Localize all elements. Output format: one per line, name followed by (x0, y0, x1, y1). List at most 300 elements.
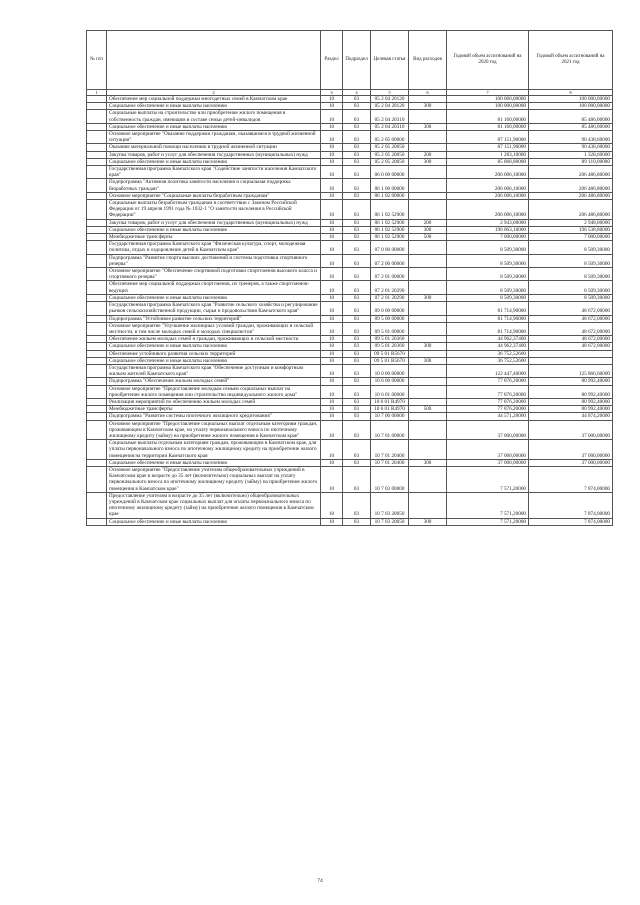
row-target-cell: 06 1 02 52900 (371, 234, 409, 241)
row-subsection-cell: 03 (343, 466, 371, 492)
row-year-2020-cell: 44 571,20000 (447, 413, 529, 420)
row-year-2020-cell: 7 571,20000 (447, 518, 529, 525)
row-kind-cell (409, 492, 447, 518)
row-num-cell (87, 96, 107, 103)
row-year-2020-cell: 81 160,00000 (447, 110, 529, 123)
row-kind-cell (409, 315, 447, 322)
row-subsection-cell: 03 (343, 322, 371, 335)
row-section-cell: 10 (321, 123, 343, 130)
row-year-2020-cell: 81 714,90000 (447, 302, 529, 315)
row-target-cell: 10 7 01 20400 (371, 440, 409, 460)
row-num-cell (87, 440, 107, 460)
row-kind-cell (409, 96, 447, 103)
row-num-cell (87, 200, 107, 220)
row-subsection-cell: 03 (343, 420, 371, 440)
table-row (87, 518, 613, 525)
table-row (87, 336, 613, 343)
row-year-2021-cell: 89 110,00000 (529, 158, 613, 165)
row-num-cell (87, 241, 107, 254)
table-row (87, 200, 613, 220)
row-kind-cell (409, 440, 447, 460)
table-row (87, 378, 613, 385)
row-subsection-cell: 03 (343, 413, 371, 420)
colnum: 4 (343, 90, 371, 96)
row-num-cell (87, 420, 107, 440)
row-name-cell: Предоставление учителям в возрасте до 35 лет (включительно) общеобразовательных учреждений в Камчатском крае социальных выплат для оплаты первоначального взноса по ипотечному жилищному кредиту (займу) на приобретение жилого помещения в Камчатском крае (107, 492, 321, 518)
row-kind-cell (409, 179, 447, 192)
row-section-cell: 10 (321, 179, 343, 192)
row-year-2021-cell: 196 538,80000 (529, 226, 613, 233)
table-row (87, 492, 613, 518)
row-name-cell: Социальное обеспечение и иные выплаты населению (107, 123, 321, 130)
row-year-2021-cell: 100 000,00000 (529, 103, 613, 110)
row-target-cell: 05 2 04 20310 (371, 123, 409, 130)
row-year-2021-cell: 8 509,30000 (529, 281, 613, 294)
row-subsection-cell: 03 (343, 398, 371, 405)
row-section-cell: 10 (321, 322, 343, 335)
row-year-2021-cell: 7 874,00000 (529, 492, 613, 518)
row-kind-cell (409, 336, 447, 343)
table-row (87, 219, 613, 226)
row-year-2021-cell: 48 672,00000 (529, 302, 613, 315)
row-name-cell: Основное мероприятие "Предоставление социальных выплат отдельным категориям граждан, проживающим в Камчатском крае, на уплату первоначального взноса по ипотечному жилищному кредиту (займу) на приобретение жилого помещения в Камчатском крае" (107, 420, 321, 440)
row-year-2021-cell: 8 509,30000 (529, 268, 613, 281)
row-year-2020-cell: 8 509,30000 (447, 294, 529, 301)
row-year-2021-cell: 80 992,40000 (529, 406, 613, 413)
table-row (87, 281, 613, 294)
header-year-2021: Годовой объем ассигнований на 2021 год (529, 31, 613, 90)
row-kind-cell: 300 (409, 158, 447, 165)
row-name-cell: Обеспечение устойчивого развития сельских территорий (107, 350, 321, 357)
row-target-cell: 09 5 01 R5670 (371, 357, 409, 364)
row-year-2020-cell: 196 063,10000 (447, 226, 529, 233)
table-row (87, 440, 613, 460)
row-year-2020-cell: 206 006,10000 (447, 192, 529, 199)
row-year-2021-cell: 80 992,40000 (529, 385, 613, 398)
row-year-2020-cell: 81 714,90000 (447, 315, 529, 322)
row-subsection-cell: 03 (343, 219, 371, 226)
row-year-2020-cell: 206 006,10000 (447, 200, 529, 220)
row-section-cell: 10 (321, 350, 343, 357)
row-target-cell: 10 6 00 00000 (371, 378, 409, 385)
row-subsection-cell: 03 (343, 200, 371, 220)
table-row (87, 294, 613, 301)
table-row (87, 302, 613, 315)
row-year-2021-cell: 37 000,00000 (529, 440, 613, 460)
row-year-2021-cell: 206 486,80000 (529, 192, 613, 199)
row-subsection-cell: 03 (343, 103, 371, 110)
row-section-cell: 10 (321, 234, 343, 241)
row-target-cell: 06 1 02 00000 (371, 192, 409, 199)
row-year-2021-cell: 48 672,00000 (529, 343, 613, 350)
row-name-cell: Основное мероприятие "Социальные выплаты безработным гражданам" (107, 192, 321, 199)
row-name-cell: Межбюджетные трансферты (107, 234, 321, 241)
row-year-2020-cell: 8 509,30000 (447, 281, 529, 294)
row-name-cell: Подпрограмма "Развитие спорта высших достижений и системы подготовки спортивного резерва" (107, 254, 321, 267)
row-target-cell: 05 2 05 20050 (371, 151, 409, 158)
row-num-cell (87, 406, 107, 413)
table-row (87, 226, 613, 233)
header-kind: Вид расходов (409, 31, 447, 90)
row-year-2020-cell: 1 283,10000 (447, 151, 529, 158)
row-target-cell: 09 0 00 00000 (371, 302, 409, 315)
row-target-cell: 10 7 03 00000 (371, 466, 409, 492)
row-num-cell (87, 254, 107, 267)
row-subsection-cell: 03 (343, 302, 371, 315)
row-year-2020-cell: 36 752,52600 (447, 350, 529, 357)
row-num-cell (87, 268, 107, 281)
row-name-cell: Социальное обеспечение и иные выплаты населению (107, 103, 321, 110)
row-subsection-cell: 03 (343, 268, 371, 281)
budget-table (86, 30, 613, 526)
row-kind-cell: 300 (409, 294, 447, 301)
row-target-cell: 07 2 00 00000 (371, 254, 409, 267)
table-row (87, 315, 613, 322)
row-section-cell: 10 (321, 364, 343, 377)
row-year-2021-cell: 8 509,30000 (529, 254, 613, 267)
row-num-cell (87, 158, 107, 165)
row-year-2020-cell: 87 151,90000 (447, 131, 529, 144)
row-kind-cell (409, 241, 447, 254)
row-num-cell (87, 302, 107, 315)
row-year-2021-cell: 8 509,30000 (529, 294, 613, 301)
row-target-cell: 10 7 00 00000 (371, 413, 409, 420)
table-row (87, 158, 613, 165)
row-num-cell (87, 378, 107, 385)
row-year-2020-cell: 36 752,52600 (447, 357, 529, 364)
row-subsection-cell: 03 (343, 96, 371, 103)
table-row (87, 357, 613, 364)
row-year-2021-cell: 7 874,00000 (529, 466, 613, 492)
row-year-2021-cell: 85 486,00000 (529, 110, 613, 123)
row-kind-cell (409, 110, 447, 123)
row-name-cell: Социальные выплаты отдельным категориям граждан, проживающим в Камчатском крае, для уплаты первоначального взноса по ипотечному жилищному кредиту на приобретение жилого помещения на территории Камчатского края (107, 440, 321, 460)
row-section-cell: 10 (321, 110, 343, 123)
row-subsection-cell: 03 (343, 241, 371, 254)
row-year-2021-cell: 7 874,00000 (529, 518, 613, 525)
row-year-2020-cell: 44 962,37400 (447, 336, 529, 343)
row-target-cell: 05 2 05 00000 (371, 131, 409, 144)
row-section-cell: 10 (321, 219, 343, 226)
row-subsection-cell: 03 (343, 343, 371, 350)
table-row (87, 192, 613, 199)
row-target-cell: 09 5 01 00000 (371, 322, 409, 335)
colnum: 7 (447, 90, 529, 96)
row-kind-cell: 300 (409, 123, 447, 130)
header-row (87, 31, 613, 90)
row-num-cell (87, 357, 107, 364)
row-name-cell: Социальное обеспечение и иные выплаты населению (107, 226, 321, 233)
row-kind-cell (409, 281, 447, 294)
row-target-cell: 07 2 01 20290 (371, 294, 409, 301)
row-target-cell: 10 6 01 00000 (371, 385, 409, 398)
row-year-2020-cell: 8 509,30000 (447, 254, 529, 267)
row-num-cell (87, 466, 107, 492)
row-subsection-cell: 03 (343, 350, 371, 357)
row-kind-cell (409, 364, 447, 377)
row-year-2021-cell: 206 486,80000 (529, 200, 613, 220)
row-target-cell: 06 1 02 52900 (371, 226, 409, 233)
table-row (87, 110, 613, 123)
row-year-2020-cell: 206 006,10000 (447, 166, 529, 179)
row-subsection-cell: 03 (343, 131, 371, 144)
row-target-cell: 05 2 04 20120 (371, 96, 409, 103)
table-row (87, 413, 613, 420)
row-subsection-cell: 03 (343, 357, 371, 364)
row-name-cell: Социальные выплаты безработным гражданам в соответствии с Законом Российской Федерации от 19 апреля 1991 года № 1032-1 "О занятости населения в Российской Федерации" (107, 200, 321, 220)
colnum: 2 (107, 90, 321, 96)
row-year-2021-cell: 80 992,40000 (529, 398, 613, 405)
row-subsection-cell: 03 (343, 492, 371, 518)
table-row (87, 459, 613, 466)
header-subsection: Подраздел (343, 31, 371, 90)
row-name-cell: Основное мероприятие "Предоставление молодым семьям социальных выплат на приобретение жилого помещения или строительство индивидуального жилого дома" (107, 385, 321, 398)
row-subsection-cell: 03 (343, 440, 371, 460)
row-subsection-cell: 03 (343, 192, 371, 199)
row-num-cell (87, 322, 107, 335)
row-num-cell (87, 294, 107, 301)
row-year-2021-cell (529, 350, 613, 357)
row-year-2020-cell: 37 000,00000 (447, 459, 529, 466)
table-row (87, 131, 613, 144)
table-row (87, 123, 613, 130)
row-section-cell: 10 (321, 96, 343, 103)
table-row (87, 268, 613, 281)
table-row (87, 234, 613, 241)
row-target-cell: 07 2 01 20290 (371, 281, 409, 294)
row-target-cell: 10 7 03 20050 (371, 518, 409, 525)
row-target-cell: 06 1 02 52900 (371, 200, 409, 220)
row-kind-cell (409, 385, 447, 398)
row-year-2021-cell: 37 000,00000 (529, 420, 613, 440)
row-target-cell: 05 2 05 20050 (371, 144, 409, 151)
row-year-2021-cell: 206 486,80000 (529, 166, 613, 179)
row-section-cell: 10 (321, 144, 343, 151)
header-target: Целевая статья (371, 31, 409, 90)
row-kind-cell (409, 378, 447, 385)
row-subsection-cell: 03 (343, 254, 371, 267)
row-name-cell: Основное мероприятие "Обеспечение спортивной подготовки спортсменов высокого класса и спортивного резерва" (107, 268, 321, 281)
row-section-cell: 10 (321, 315, 343, 322)
row-year-2021-cell: 37 000,00000 (529, 459, 613, 466)
row-num-cell (87, 144, 107, 151)
row-name-cell: Межбюджетные трансферты (107, 406, 321, 413)
row-target-cell: 05 2 05 20050 (371, 158, 409, 165)
row-target-cell: 06 1 00 00000 (371, 179, 409, 192)
row-year-2021-cell (529, 357, 613, 364)
row-year-2020-cell: 77 876,20000 (447, 398, 529, 405)
colnum: 3 (321, 90, 343, 96)
row-num-cell (87, 385, 107, 398)
row-name-cell: Социальное обеспечение и иные выплаты населению (107, 294, 321, 301)
row-name-cell: Социальное обеспечение и иные выплаты населению (107, 158, 321, 165)
row-kind-cell: 300 (409, 226, 447, 233)
table-row (87, 385, 613, 398)
row-section-cell: 10 (321, 294, 343, 301)
row-subsection-cell: 03 (343, 294, 371, 301)
header-num: № п/п (87, 31, 107, 90)
row-target-cell: 07 0 00 00000 (371, 241, 409, 254)
table-row (87, 254, 613, 267)
row-year-2021-cell: 7 000,00000 (529, 234, 613, 241)
row-kind-cell (409, 322, 447, 335)
colnum: 8 (529, 90, 613, 96)
table-row (87, 322, 613, 335)
table-row (87, 241, 613, 254)
row-year-2020-cell: 77 876,20000 (447, 385, 529, 398)
row-year-2021-cell: 206 486,80000 (529, 179, 613, 192)
row-name-cell: Государственная программа Камчатского края "Содействие занятости населения Камчатского края" (107, 166, 321, 179)
row-year-2021-cell: 80 992,40000 (529, 378, 613, 385)
row-kind-cell: 500 (409, 406, 447, 413)
row-year-2021-cell: 90 438,60000 (529, 131, 613, 144)
row-name-cell: Закупка товаров, работ и услуг для обеспечения государственных (муниципальных) нужд (107, 151, 321, 158)
row-kind-cell (409, 420, 447, 440)
table-row (87, 420, 613, 440)
colnum: 1 (87, 90, 107, 96)
row-name-cell: Реализация мероприятий по обеспечению жильем молодых семей (107, 398, 321, 405)
row-subsection-cell: 03 (343, 158, 371, 165)
row-section-cell: 10 (321, 158, 343, 165)
row-year-2020-cell: 8 509,30000 (447, 268, 529, 281)
row-kind-cell (409, 166, 447, 179)
row-kind-cell (409, 200, 447, 220)
row-name-cell: Подпрограмма "Устойчивое развитие сельских территорий" (107, 315, 321, 322)
row-year-2020-cell: 37 000,00000 (447, 440, 529, 460)
table-row (87, 398, 613, 405)
row-year-2021-cell: 48 672,00000 (529, 315, 613, 322)
row-section-cell: 10 (321, 268, 343, 281)
row-section-cell: 10 (321, 385, 343, 398)
row-section-cell: 10 (321, 420, 343, 440)
row-kind-cell (409, 350, 447, 357)
row-kind-cell: 300 (409, 518, 447, 525)
row-year-2020-cell: 87 151,90000 (447, 144, 529, 151)
colnum: 5 (371, 90, 409, 96)
row-year-2020-cell: 81 714,90000 (447, 322, 529, 335)
row-subsection-cell: 03 (343, 336, 371, 343)
row-year-2020-cell: 122 447,40000 (447, 364, 529, 377)
row-target-cell: 09 5 01 20360 (371, 336, 409, 343)
row-year-2020-cell: 7 000,00000 (447, 234, 529, 241)
row-num-cell (87, 413, 107, 420)
row-year-2020-cell: 7 571,20000 (447, 492, 529, 518)
row-section-cell: 10 (321, 413, 343, 420)
row-target-cell: 07 2 01 00000 (371, 268, 409, 281)
row-kind-cell: 200 (409, 151, 447, 158)
row-target-cell: 10 7 03 20050 (371, 492, 409, 518)
row-name-cell: Социальное обеспечение и иные выплаты населению (107, 518, 321, 525)
row-num-cell (87, 166, 107, 179)
row-name-cell: Государственная программа Камчатского края "Физическая культура, спорт, молодежная политика, отдых и оздоровление детей в Камчатском крае" (107, 241, 321, 254)
row-kind-cell: 300 (409, 459, 447, 466)
row-target-cell: 06 0 00 00000 (371, 166, 409, 179)
row-num-cell (87, 226, 107, 233)
row-section-cell: 10 (321, 459, 343, 466)
page-number: 74 (317, 878, 323, 884)
table-row (87, 151, 613, 158)
table-row (87, 364, 613, 377)
row-target-cell: 10 0 00 00000 (371, 364, 409, 377)
row-section-cell: 10 (321, 254, 343, 267)
row-kind-cell (409, 268, 447, 281)
table-row (87, 343, 613, 350)
row-subsection-cell: 03 (343, 166, 371, 179)
row-target-cell: 10 6 01 R4970 (371, 398, 409, 405)
row-section-cell: 10 (321, 398, 343, 405)
row-name-cell: Основное мероприятие "Улучшение жилищных условий граждан, проживающих в сельской местности, в том числе молодых семей и молодых специалистов" (107, 322, 321, 335)
row-kind-cell (409, 192, 447, 199)
row-name-cell: Государственная программа Камчатского края "Развитие сельского хозяйства и регулирование рынков сельскохозяйственной продукции, сырья и продовольствия Камчатского края" (107, 302, 321, 315)
row-section-cell: 10 (321, 302, 343, 315)
row-kind-cell (409, 144, 447, 151)
row-section-cell: 10 (321, 103, 343, 110)
row-kind-cell: 300 (409, 357, 447, 364)
row-year-2020-cell: 77 876,20000 (447, 378, 529, 385)
row-year-2021-cell: 1 328,60000 (529, 151, 613, 158)
table-row (87, 96, 613, 103)
row-subsection-cell: 03 (343, 315, 371, 322)
row-num-cell (87, 315, 107, 322)
row-subsection-cell: 03 (343, 364, 371, 377)
row-section-cell: 10 (321, 406, 343, 413)
header-section: Раздел (321, 31, 343, 90)
header-year-2020: Годовой объем ассигнований на 2020 год (447, 31, 529, 90)
row-year-2021-cell: 8 509,30000 (529, 241, 613, 254)
row-section-cell: 10 (321, 466, 343, 492)
row-num-cell (87, 492, 107, 518)
row-year-2020-cell: 85 868,80000 (447, 158, 529, 165)
row-section-cell: 10 (321, 226, 343, 233)
row-subsection-cell: 03 (343, 151, 371, 158)
row-year-2020-cell: 44 962,37400 (447, 343, 529, 350)
row-year-2020-cell: 100 000,00000 (447, 103, 529, 110)
row-name-cell: Обеспечение жильем молодых семей и граждан, проживающих в сельской местности (107, 336, 321, 343)
row-name-cell: Основное мероприятие "Предоставление учителям общеобразовательных учреждений в Камчатском крае в возрасте до 35 лет (включительно) социальных выплат на уплату первоначального взноса по ипотечному жилищному кредиту (займу) на приобретение жилого помещения в Камчатском крае" (107, 466, 321, 492)
row-target-cell: 09 5 01 R5670 (371, 350, 409, 357)
row-num-cell (87, 123, 107, 130)
row-section-cell: 10 (321, 336, 343, 343)
row-subsection-cell: 03 (343, 459, 371, 466)
row-name-cell: Обеспечение мер социальной поддержки многодетных семей в Камчатском крае (107, 96, 321, 103)
row-section-cell: 10 (321, 241, 343, 254)
table-body (87, 96, 613, 526)
row-year-2021-cell: 100 000,00000 (529, 96, 613, 103)
row-num-cell (87, 234, 107, 241)
row-name-cell: Обеспечение мер социальной поддержки спортсменов, их тренеров, а также спортсменов-ведущих (107, 281, 321, 294)
row-subsection-cell: 03 (343, 179, 371, 192)
row-num-cell (87, 151, 107, 158)
row-num-cell (87, 219, 107, 226)
colnum: 6 (409, 90, 447, 96)
row-name-cell: Подпрограмма "Активная политика занятости населения и социальная поддержка безработных граждан" (107, 179, 321, 192)
row-kind-cell (409, 302, 447, 315)
row-kind-cell (409, 254, 447, 267)
row-year-2020-cell: 8 509,30000 (447, 241, 529, 254)
row-section-cell: 10 (321, 200, 343, 220)
row-num-cell (87, 350, 107, 357)
row-target-cell: 09 5 00 00000 (371, 315, 409, 322)
row-year-2020-cell: 7 571,20000 (447, 466, 529, 492)
row-section-cell: 10 (321, 131, 343, 144)
row-name-cell: Основное мероприятие "Оказание поддержки гражданам, оказавшимся в трудной жизненной ситуации" (107, 131, 321, 144)
row-kind-cell (409, 413, 447, 420)
row-kind-cell: 500 (409, 234, 447, 241)
row-name-cell: Подпрограмма "Обеспечение жильем молодых семей" (107, 378, 321, 385)
row-name-cell: Социальные выплаты на строительство или приобретение жилого помещения в собственность граждан, имеющим в составе семьи детей-инвалидов (107, 110, 321, 123)
row-num-cell (87, 336, 107, 343)
row-section-cell: 10 (321, 151, 343, 158)
